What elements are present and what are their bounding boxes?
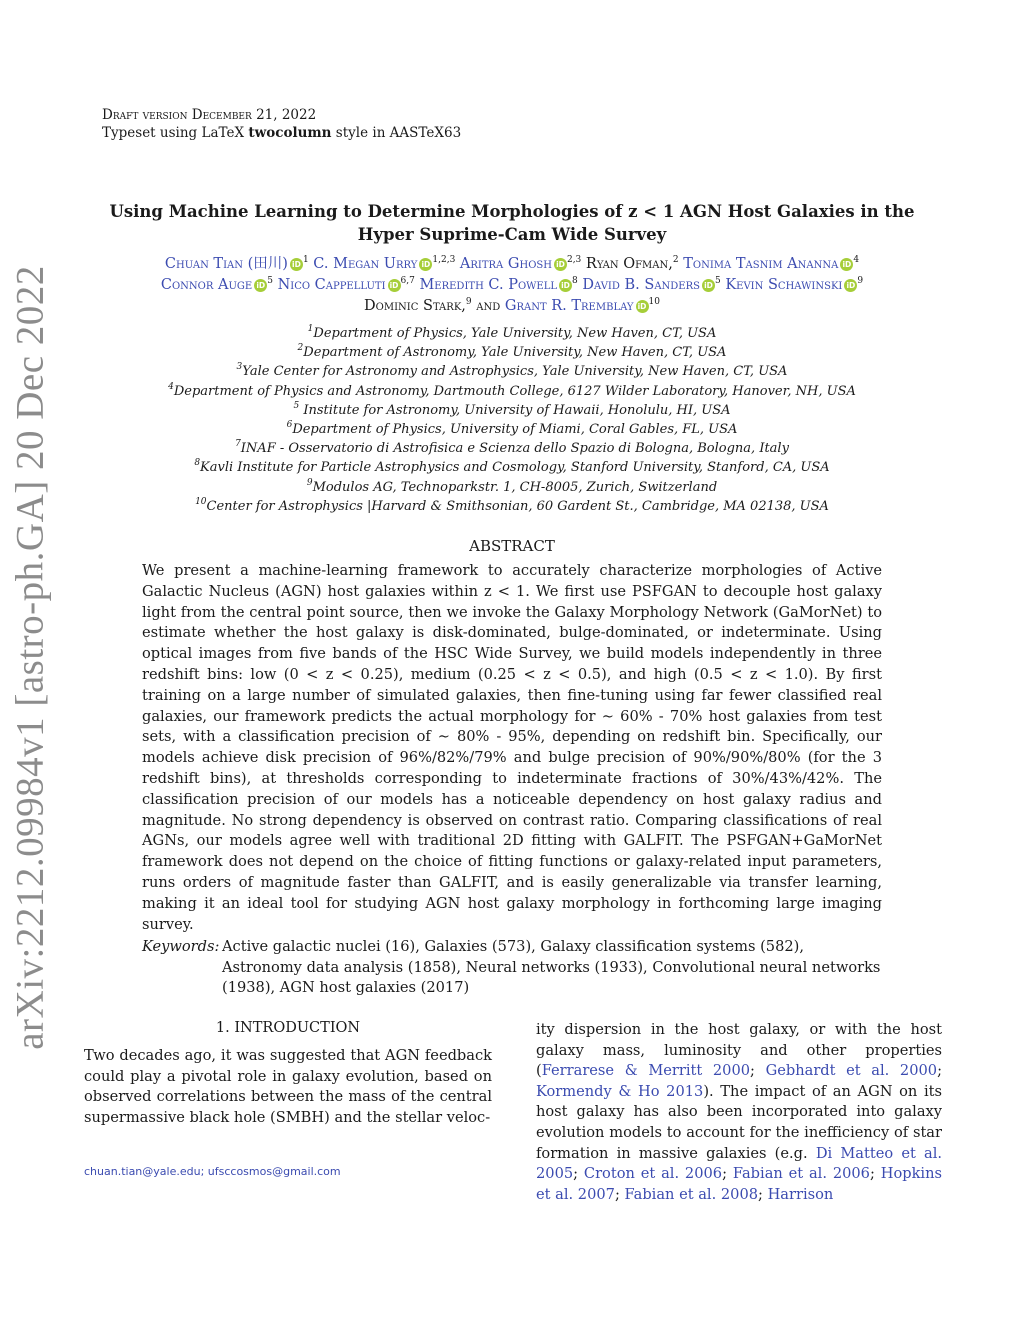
orcid-icon[interactable]: iD bbox=[636, 300, 649, 313]
author-link[interactable]: Grant R. Tremblay bbox=[504, 298, 634, 314]
affiliation bbox=[100, 497, 924, 516]
affil-num: 8 bbox=[194, 458, 201, 469]
affiliation bbox=[100, 362, 924, 381]
affil-num: 4 bbox=[168, 381, 174, 392]
paper-title: Using Machine Learning to Determine Morphologies of z < 1 AGN Host Galaxies in the Hyper Suprime-Cam Wide Survey bbox=[109, 202, 915, 244]
author-affil-sup: 2 bbox=[672, 255, 679, 265]
author-affil-sup: 1 bbox=[302, 255, 309, 265]
author-link[interactable]: Tonima Tasnim Ananna bbox=[683, 256, 839, 272]
email-footnote[interactable]: chuan.tian@yale.edu; ufsccosmos@gmail.com bbox=[84, 1165, 341, 1178]
orcid-icon[interactable]: iD bbox=[844, 279, 857, 292]
abstract-body: We present a machine-learning framework to accurately characterize morphologies of Active Galactic Nucleus (AGN) host galaxies within z < 1. We first use PSFGAN to decouple host galaxy light from the central point source, then we invoke the Galaxy Morphology Network (GaMorNet) to estimate whether the host galaxy is disk-dominated, bulge-dominated, or indeterminate. Using optical images from five bands of the HSC Wide Survey, we build models independently in three redshift bins: low (0 < z < 0.25), medium (0.25 < z < 0.5), and high (0.5 < z < 1.0). By first training on a large number of simulated galaxies, then fine-tuning using far fewer classified real galaxies, our framework predicts the actual morphology for ∼ 60% - 70% host galaxies from test sets, with a classification precision of ∼ 80% - 95%, depending on redshift bin. Specifically, our models achieve disk precision of 96%/82%/79% and bulge precision of 90%/90%/80% (for the 3 redshift bins), at thresholds corresponding to indeterminate fractions of 30%/43%/42%. The classification precision of our models has a noticeable dependency on host galaxy radius and magnitude. No strong dependency is observed on contrast ratio. Comparing classifications of real AGNs, our models agree well with traditional 2D fitting with GALFIT. The PSFGAN+GaMorNet framework does not depend on the choice of fitting functions or galaxy-related input parameters, runs orders of magnitude faster than GALFIT, and is easily generalizable via transfer learning, making it an ideal tool for studying AGN host galaxy morphology in forthcoming large imaging survey. bbox=[142, 562, 882, 933]
orcid-icon[interactable]: iD bbox=[554, 258, 567, 271]
orcid-icon[interactable]: iD bbox=[840, 258, 853, 271]
affil-num: 9 bbox=[306, 477, 313, 488]
affiliation bbox=[100, 401, 924, 420]
author-affil-sup: 9 bbox=[465, 297, 472, 307]
orcid-icon[interactable]: iD bbox=[702, 279, 715, 292]
orcid-icon[interactable]: iD bbox=[419, 258, 432, 271]
affiliation bbox=[100, 420, 924, 439]
affiliation bbox=[100, 439, 924, 458]
orcid-icon[interactable]: iD bbox=[290, 258, 303, 271]
intro-text: ity dispersion in the host galaxy, or with the host galaxy mass, luminosity and other properties ( bbox=[536, 1021, 942, 1080]
section-heading: 1. INTRODUCTION bbox=[215, 1020, 361, 1036]
keywords-block bbox=[142, 937, 882, 999]
orcid-icon[interactable]: iD bbox=[559, 279, 572, 292]
affil-num: 6 bbox=[286, 420, 293, 431]
citation-link[interactable]: Fabian et al. 2008 bbox=[624, 1185, 759, 1203]
author-affil-sup: 5 bbox=[714, 276, 721, 286]
citation-link[interactable]: Fabian et al. 2006 bbox=[732, 1165, 870, 1183]
affil-text: Department of Astronomy, Yale University, New Haven, CT, USA bbox=[303, 345, 727, 361]
affil-text: INAF - Osservatorio di Astrofisica e Scienza dello Spazio di Bologna, Bologna, Italy bbox=[240, 441, 789, 457]
intro-text: ). The impact of an AGN on its host galaxy has also been incorporated into galaxy evolution models to account for the inefficiency of star formation in massive galaxies (e.g. bbox=[536, 1082, 943, 1162]
affiliation bbox=[100, 458, 924, 477]
affil-text: Department of Physics, University of Miami, Coral Gables, FL, USA bbox=[292, 422, 738, 438]
typeset-suffix: style in AASTeX63 bbox=[335, 125, 462, 141]
keywords-label: Keywords: bbox=[142, 938, 220, 955]
affil-num: 7 bbox=[235, 439, 241, 450]
author-link[interactable]: David B. Sanders bbox=[582, 277, 700, 293]
orcid-icon[interactable]: iD bbox=[388, 279, 401, 292]
author-affil-sup: 4 bbox=[853, 255, 860, 265]
author-link[interactable]: Kevin Schawinski bbox=[725, 277, 843, 293]
affil-num: 1 bbox=[307, 324, 314, 334]
author-list bbox=[80, 254, 944, 317]
citation-link[interactable]: Gebhardt et al. 2000 bbox=[765, 1062, 938, 1080]
affil-num: 5 bbox=[293, 400, 300, 411]
affiliation bbox=[100, 343, 924, 362]
citation-link[interactable]: Di Matteo et al. 2005 bbox=[536, 1144, 943, 1183]
arxiv-stamp: arXiv:2212.09984v1 [astro-ph.GA] 20 Dec 2022 bbox=[8, 265, 52, 1050]
citation-link[interactable]: Croton et al. 2006 bbox=[583, 1165, 723, 1183]
citation-link[interactable]: Harrison bbox=[767, 1185, 834, 1203]
author-name: Ryan Ofman, bbox=[585, 256, 673, 272]
citation-link[interactable]: Hopkins et al. 2007 bbox=[536, 1165, 942, 1203]
author-affil-sup: 5 bbox=[267, 276, 273, 286]
latex-label: LaTeX bbox=[201, 125, 245, 141]
affiliation bbox=[100, 324, 924, 343]
author-link[interactable]: Nico Cappelluti bbox=[277, 277, 386, 293]
author-link[interactable]: Chuan Tian (田川) bbox=[164, 256, 288, 272]
intro-right-column: ity dispersion in the host galaxy, or with the host galaxy mass, luminosity and other properties (Ferrarese & Merritt 2000; Gebhardt et al. 2000; Kormendy & Ho 2013). The impact of an AGN on its host galaxy has also been incorporated into galaxy evolution models to account for the inefficiency of star formation in massive galaxies (e.g. Di Matteo et al. 2005; Croton et al. 2006; Fabian et al. 2006; Hopkins et al. 2007; Fabian et al. 2008; Harrison bbox=[536, 1021, 943, 1203]
affil-text: Institute for Astronomy, University of Hawaii, Honolulu, HI, USA bbox=[299, 402, 731, 418]
author-affil-sup: 9 bbox=[857, 276, 864, 286]
keywords-text: Active galactic nuclei (16), Galaxies (573), Galaxy classification systems (582), Astronomy data analysis (1858), Neural networks (1933), Convolutional neural networks (1938), AGN host galaxies (2017) bbox=[222, 938, 881, 996]
affil-num: 2 bbox=[297, 343, 304, 354]
draft-version-line bbox=[102, 106, 316, 124]
typeset-style: twocolumn bbox=[248, 125, 332, 141]
orcid-icon[interactable]: iD bbox=[254, 279, 267, 292]
affil-text: Yale Center for Astronomy and Astrophysics, Yale University, New Haven, CT, USA bbox=[242, 364, 788, 380]
author-affil-sup: 10 bbox=[648, 297, 660, 307]
citation-link[interactable]: Kormendy & Ho 2013 bbox=[536, 1082, 704, 1100]
typeset-line bbox=[102, 124, 461, 142]
affil-num: 3 bbox=[236, 362, 243, 373]
affil-text: Kavli Institute for Particle Astrophysics and Cosmology, Stanford University, Stanford, CA, USA bbox=[200, 460, 830, 476]
citation-link[interactable]: Ferrarese & Merritt 2000 bbox=[541, 1062, 751, 1080]
and-word: and bbox=[476, 298, 501, 314]
author-affil-sup: 1,2,3 bbox=[432, 255, 456, 265]
author-name: Dominic Stark, bbox=[364, 298, 466, 314]
affiliation-list bbox=[100, 324, 924, 516]
author-link[interactable]: Meredith C. Powell bbox=[419, 277, 558, 293]
typeset-prefix: Typeset using bbox=[102, 125, 198, 141]
affil-text: Center for Astrophysics |Harvard & Smithsonian, 60 Gardent St., Cambridge, MA 02138, USA bbox=[206, 498, 829, 514]
abstract-heading: ABSTRACT bbox=[469, 537, 555, 555]
author-affil-sup: 8 bbox=[572, 276, 578, 286]
affil-text: Department of Physics, Yale University, New Haven, CT, USA bbox=[313, 326, 717, 341]
affil-text: Department of Physics and Astronomy, Dartmouth College, 6127 Wilder Laboratory, Hanover, NH, USA bbox=[173, 383, 856, 399]
author-affil-sup: 6,7 bbox=[400, 276, 415, 286]
intro-left-column: Two decades ago, it was suggested that AGN feedback could play a pivotal role in galaxy evolution, based on observed correlations between the mass of the central supermassive black hole (SMBH) and the stellar veloc- bbox=[84, 1047, 492, 1126]
affiliation bbox=[100, 382, 924, 401]
author-affil-sup: 2,3 bbox=[566, 255, 582, 265]
affil-text: Modulos AG, Technoparkstr. 1, CH-8005, Zurich, Switzerland bbox=[312, 479, 718, 495]
affiliation bbox=[100, 478, 924, 497]
draft-version: Draft version December 21, 2022 bbox=[102, 107, 317, 123]
affil-num: 10 bbox=[195, 496, 207, 507]
author-link[interactable]: Connor Auge bbox=[160, 277, 253, 293]
author-link[interactable]: C. Megan Urry bbox=[313, 256, 418, 272]
author-link[interactable]: Aritra Ghosh bbox=[459, 256, 552, 272]
